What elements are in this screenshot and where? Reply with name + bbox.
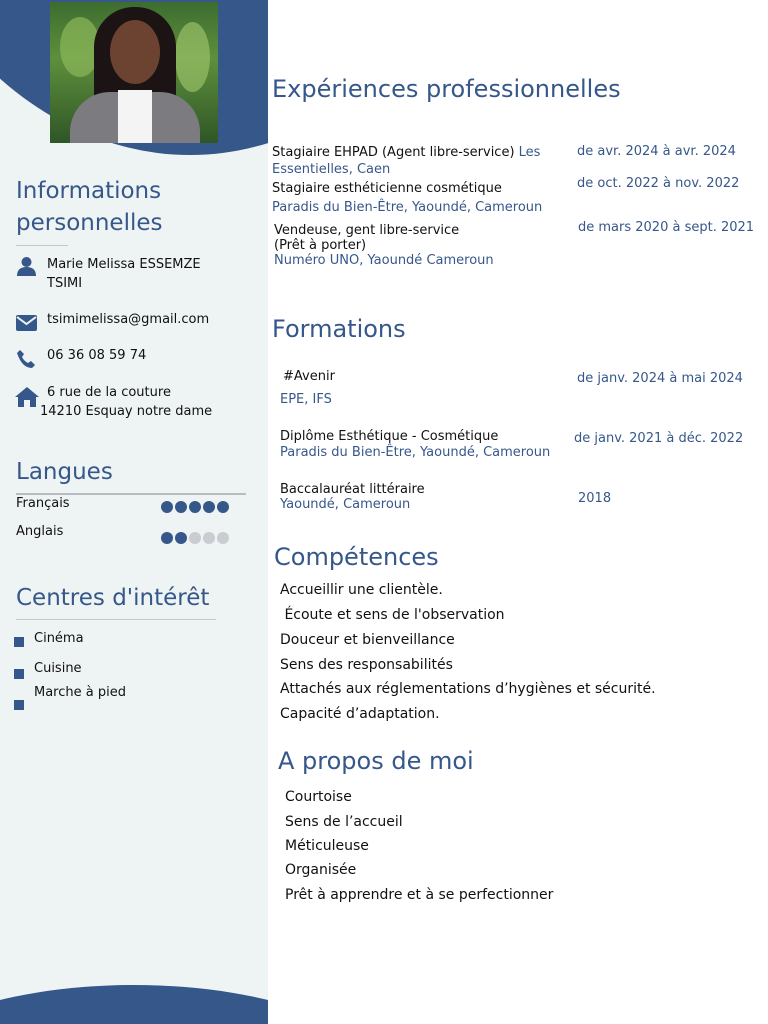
skill-item: Sens des responsabilités: [280, 657, 453, 673]
user-icon: [17, 256, 36, 276]
address-line2: 14210 Esquay notre dame: [40, 404, 213, 419]
job-role: Stagiaire EHPAD (Agent libre-service) Les: [272, 145, 541, 160]
divider: [16, 619, 216, 620]
skill-item: Accueillir une clientèle.: [280, 582, 443, 598]
personal-info-title: Informations personnelles: [16, 178, 163, 236]
about-item: Prêt à apprendre et à se perfectionner: [285, 887, 554, 903]
language-level: [161, 501, 229, 513]
divider: [16, 245, 68, 246]
job-role: Vendeuse, gent libre-service: [274, 223, 460, 238]
full-name: Marie Melissa ESSEMZE TSIMI: [47, 257, 201, 291]
education-org: Paradis du Bien-Être, Yaoundé, Cameroun: [280, 445, 551, 460]
education-title: Formations: [272, 315, 406, 343]
job-org: Numéro UNO, Yaoundé Cameroun: [274, 253, 494, 268]
language-name: Français: [16, 496, 70, 511]
home-icon: [15, 387, 39, 407]
skill-item: Douceur et bienveillance: [280, 632, 455, 648]
about-item: Sens de l’accueil: [285, 814, 403, 830]
job-org: Essentielles, Caen: [272, 162, 391, 177]
bullet: [14, 700, 24, 710]
education-name: Baccalauréat littéraire: [280, 482, 425, 497]
about-item: Organisée: [285, 862, 357, 878]
job-role: Stagiaire esthéticienne cosmétique: [272, 181, 502, 196]
job-role-detail: (Prêt à porter): [274, 238, 367, 253]
job-dates: de mars 2020 à sept. 2021: [578, 220, 755, 235]
email: tsimimelissa@gmail.com: [47, 312, 210, 327]
about-item: Méticuleuse: [285, 838, 369, 854]
footer-decoration: [0, 985, 268, 1024]
job-dates: de avr. 2024 à avr. 2024: [577, 144, 736, 159]
interest-item: Cinéma: [34, 631, 84, 646]
experience-title: Expériences professionnelles: [272, 75, 621, 103]
mail-icon: [16, 315, 37, 331]
skills-title: Compétences: [274, 543, 439, 571]
education-org: EPE, IFS: [280, 392, 332, 407]
job-org: Paradis du Bien-Être, Yaoundé, Cameroun: [272, 200, 543, 215]
phone-icon: [16, 349, 36, 369]
skill-item: Écoute et sens de l'observation: [280, 607, 505, 623]
language-name: Anglais: [16, 524, 64, 539]
education-dates: 2018: [578, 491, 612, 506]
skill-item: Attachés aux réglementations d’hygiènes et sécurité.: [280, 681, 656, 697]
sidebar: [0, 0, 268, 1024]
education-name: #Avenir: [283, 369, 335, 384]
language-level: [161, 532, 229, 544]
education-dates: de janv. 2024 à mai 2024: [577, 371, 743, 386]
bullet: [14, 637, 24, 647]
education-org: Yaoundé, Cameroun: [280, 497, 411, 512]
phone: 06 36 08 59 74: [47, 348, 147, 363]
about-title: A propos de moi: [278, 747, 474, 775]
interest-item: Cuisine: [34, 661, 82, 676]
about-item: Courtoise: [285, 789, 352, 805]
interest-item: Marche à pied: [34, 685, 126, 700]
profile-photo: [50, 2, 218, 143]
job-dates: de oct. 2022 à nov. 2022: [577, 176, 740, 191]
interests-title: Centres d'intérêt: [16, 585, 210, 611]
education-name: Diplôme Esthétique - Cosmétique: [280, 429, 499, 444]
bullet: [14, 669, 24, 679]
skill-item: Capacité d’adaptation.: [280, 706, 440, 722]
address-line1: 6 rue de la couture: [47, 385, 171, 400]
languages-title: Langues: [16, 459, 113, 485]
education-dates: de janv. 2021 à déc. 2022: [574, 431, 744, 446]
